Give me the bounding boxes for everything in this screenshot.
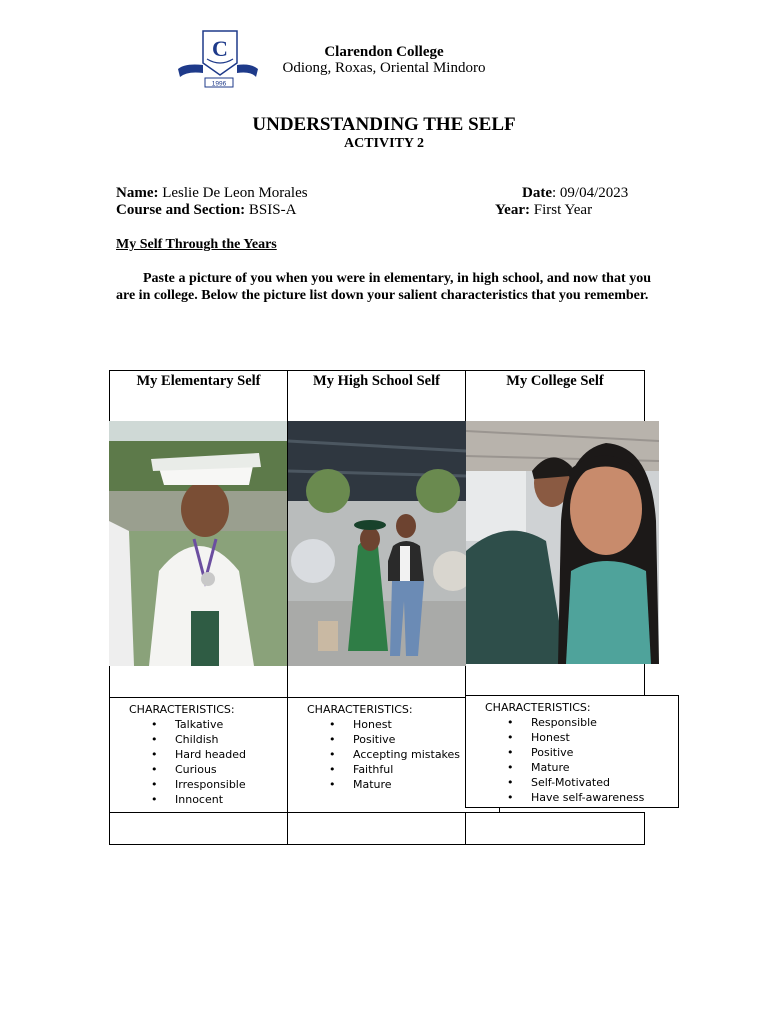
course-label: Course and Section: (116, 202, 246, 218)
header-high-school: My High School Self (287, 370, 466, 422)
characteristics-label: CHARACTERISTICS: (485, 701, 591, 714)
list-item: • Self-Motivated (531, 775, 678, 790)
date-label: Date (522, 185, 552, 201)
characteristics-box-elementary (109, 697, 288, 813)
elementary-photo (109, 421, 287, 666)
section-title: My Self Through the Years (116, 237, 277, 252)
course-field (116, 202, 296, 219)
date-field (522, 185, 628, 202)
year-value: First Year (529, 202, 593, 218)
course-value: BSIS-A (245, 202, 297, 218)
list-item: • Honest (353, 717, 499, 732)
college-photo (466, 421, 659, 664)
document-title: UNDERSTANDING THE SELF (252, 114, 516, 135)
list-item: • Innocent (175, 792, 287, 807)
header-college: My College Self (465, 370, 645, 422)
list-item: • Faithful (353, 762, 499, 777)
activity-label: ACTIVITY 2 (344, 136, 424, 151)
characteristics-list-college (485, 715, 678, 805)
college-address: Odiong, Roxas, Oriental Mindoro (282, 60, 486, 76)
list-item: • Mature (353, 777, 499, 792)
footer-cell-high-school (287, 812, 466, 845)
name-value: Leslie De Leon Morales (158, 185, 308, 201)
svg-text:C: C (212, 36, 228, 61)
list-item: • Positive (353, 732, 499, 747)
footer-cell-elementary (109, 812, 288, 845)
list-item: • Curious (175, 762, 287, 777)
header-elementary: My Elementary Self (109, 370, 288, 422)
list-item: • Accepting mistakes (353, 747, 499, 762)
instructions: Paste a picture of you when you were in elementary, in high school, and now that you are in college. Below the picture list down your salient characteristics that you remember. (116, 271, 651, 303)
date-value: : 09/04/2023 (552, 185, 629, 201)
list-item: • Honest (531, 730, 678, 745)
characteristics-label: CHARACTERISTICS: (129, 703, 235, 716)
list-item: • Hard headed (175, 747, 287, 762)
characteristics-label: CHARACTERISTICS: (307, 703, 413, 716)
high-school-photo (288, 421, 466, 666)
list-item: • Talkative (175, 717, 287, 732)
year-field (495, 202, 592, 219)
list-item: • Childish (175, 732, 287, 747)
list-item: • Responsible (531, 715, 678, 730)
footer-cell-college (465, 812, 645, 845)
name-field (116, 185, 308, 202)
list-item: • Have self-awareness (531, 790, 678, 805)
list-item: • Mature (531, 760, 678, 775)
svg-text:1996: 1996 (211, 80, 227, 88)
list-item: • Positive (531, 745, 678, 760)
characteristics-box-college (465, 695, 679, 808)
characteristics-list-elementary (129, 717, 287, 807)
name-label: Name: (116, 185, 159, 201)
year-label: Year: (495, 202, 530, 218)
college-name: Clarendon College (324, 44, 444, 60)
list-item: • Irresponsible (175, 777, 287, 792)
